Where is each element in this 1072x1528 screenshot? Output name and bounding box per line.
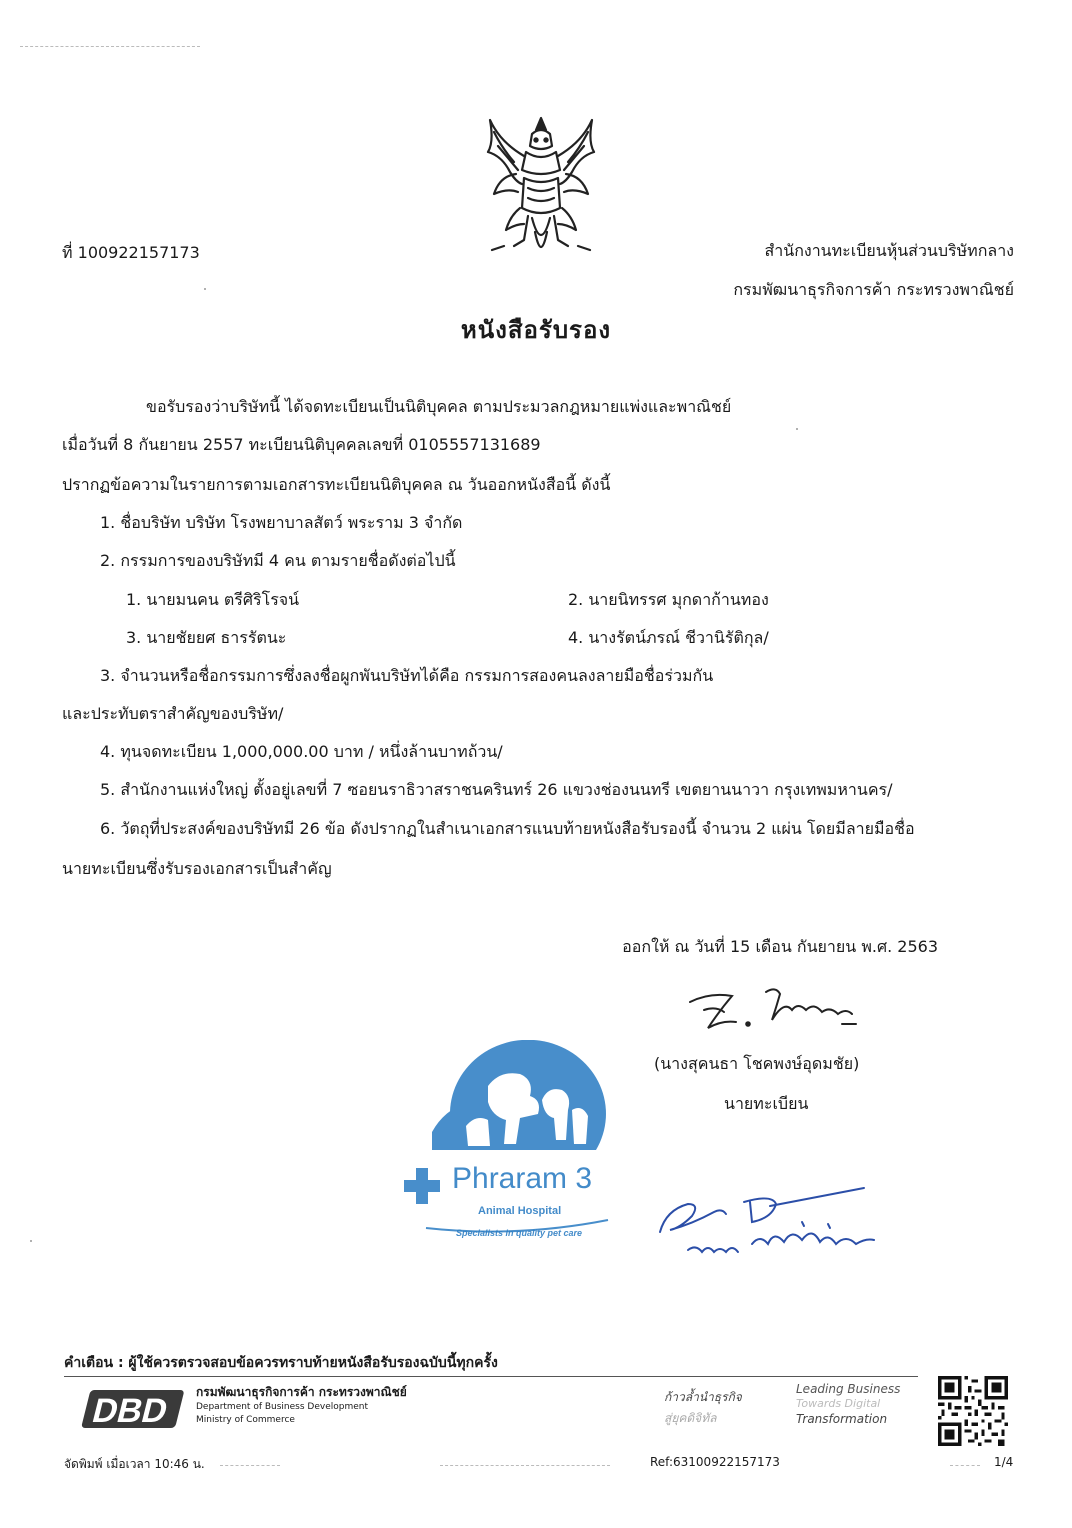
qr-code-icon <box>938 1376 1008 1446</box>
item-objectives-cont: นายทะเบียนซึ่งรับรองเอกสารเป็นสำคัญ <box>62 859 332 878</box>
dbd-logo-text: DBD <box>88 1392 172 1430</box>
intro-line-3: ปรากฏข้อความในรายการตามเอกสารทะเบียนนิติบุคคล ณ วันออกหนังสือนี้ ดังนี้ <box>62 475 611 494</box>
director-1: 1. นายมนคน ตรีศิริโรจน์ <box>126 590 300 609</box>
director-4: 4. นางรัตน์ภรณ์ ชีวานิรัติกุล/ <box>568 628 769 647</box>
scan-speck <box>796 428 798 430</box>
dbd-name-en: Department of Business Development <box>196 1402 368 1412</box>
scan-edge-bottom-mid <box>440 1465 610 1466</box>
scan-edge-top <box>20 46 200 47</box>
item-company-name: 1. ชื่อบริษัท บริษัท โรงพยาบาลสัตว์ พระราม 3 จำกัด <box>100 513 463 532</box>
stamp-brand: Phraram 3 <box>452 1162 593 1195</box>
stamp-tagline: Specialists in quality pet care <box>456 1228 583 1238</box>
item-objectives: 6. วัตถุที่ประสงค์ของบริษัทมี 26 ข้อ ดังปรากฏในสำเนาเอกสารแนบท้ายหนังสือรับรองนี้ จำนวน 2 แผ่น โดยมีลายมือชื่อ <box>100 819 915 838</box>
slogan-en-2: Towards Digital <box>796 1397 881 1410</box>
department-name: กรมพัฒนาธุรกิจการค้า กระทรวงพาณิชย์ <box>733 280 1014 299</box>
item-head-office: 5. สำนักงานแห่งใหญ่ ตั้งอยู่เลขที่ 7 ซอยนราธิวาสราชนครินทร์ 26 แขวงช่องนนทรี เขตยานนาวา กรุงเทพมหานคร/ <box>100 780 893 799</box>
dbd-ministry-en: Ministry of Commerce <box>196 1415 295 1425</box>
issue-date: ออกให้ ณ วันที่ 15 เดือน กันยายน พ.ศ. 2563 <box>622 937 938 956</box>
footer-warning: คำเตือน : ผู้ใช้ควรตรวจสอบข้อควรทราบท้ายหนังสือรับรองฉบับนี้ทุกครั้ง <box>64 1355 498 1371</box>
office-name: สำนักงานทะเบียนหุ้นส่วนบริษัทกลาง <box>764 241 1014 260</box>
document-title: หนังสือรับรอง <box>460 316 612 344</box>
scan-edge-bottom <box>220 1465 280 1466</box>
director-3: 3. นายชัยยศ ธารรัตนะ <box>126 628 287 647</box>
slogan-en-3: Transformation <box>796 1412 888 1426</box>
item-directors: 2. กรรมการของบริษัทมี 4 คน ตามรายชื่อดังต่อไปนี้ <box>100 551 456 570</box>
page-number: 1/4 <box>994 1455 1014 1469</box>
registrar-title: นายทะเบียน <box>724 1094 809 1113</box>
intro-line-1: ขอรับรองว่าบริษัทนี้ ได้จดทะเบียนเป็นนิติบุคคล ตามประมวลกฎหมายแพ่งและพาณิชย์ <box>146 397 732 416</box>
reference-number: Ref:63100922157173 <box>650 1455 780 1469</box>
slogan-en-1: Leading Business <box>796 1382 901 1396</box>
dbd-name-th: กรมพัฒนาธุรกิจการค้า กระทรวงพาณิชย์ <box>196 1385 407 1399</box>
item-signing-authority-cont: และประทับตราสำคัญของบริษัท/ <box>62 704 284 723</box>
company-stamp-icon <box>396 1040 626 1250</box>
printed-time: จัดพิมพ์ เมื่อเวลา 10:46 น. <box>64 1457 205 1471</box>
stamp-subtitle: Animal Hospital <box>478 1205 562 1217</box>
slogan-th-2: สู่ยุคดิจิทัล <box>664 1411 717 1425</box>
intro-line-2: เมื่อวันที่ 8 กันยายน 2557 ทะเบียนนิติบุคคลเลขที่ 0105557131689 <box>62 435 541 454</box>
registrar-name: (นางสุคนธา โชคพงษ์อุดมชัย) <box>654 1054 860 1073</box>
director-signatures-icon <box>652 1180 892 1270</box>
garuda-emblem-icon <box>480 112 602 272</box>
item-registered-capital: 4. ทุนจดทะเบียน 1,000,000.00 บาท / หนึ่งล้านบาทถ้วน/ <box>100 742 503 761</box>
scan-edge-bottom-right <box>950 1465 980 1466</box>
slogan-th-1: ก้าวล้ำนำธุรกิจ <box>664 1390 742 1404</box>
item-signing-authority: 3. จำนวนหรือชื่อกรรมการซึ่งลงชื่อผูกพันบริษัทได้คือ กรรมการสองคนลงลายมือชื่อร่วมกัน <box>100 666 714 685</box>
document-number: ที่ 100922157173 <box>62 243 200 262</box>
dbd-logo-icon <box>74 1384 184 1434</box>
director-2: 2. นายนิทรรศ มุกดาก้านทอง <box>568 590 769 609</box>
scan-speck <box>30 1240 32 1242</box>
registrar-signature-icon <box>680 980 870 1040</box>
footer-divider <box>64 1376 918 1377</box>
scan-speck <box>204 288 206 290</box>
